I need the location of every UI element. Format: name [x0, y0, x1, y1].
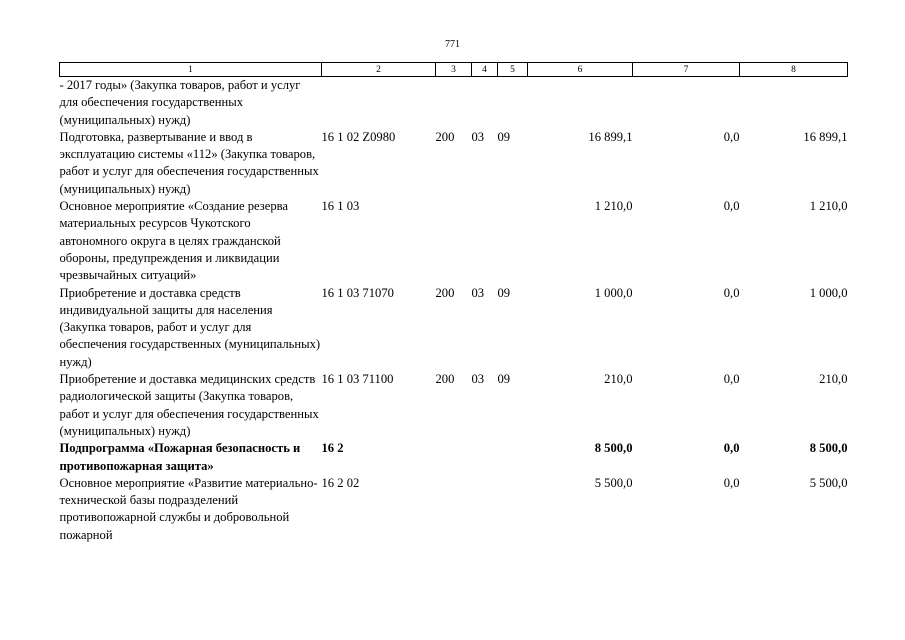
item-code: 16 2 — [321, 441, 344, 456]
subsection — [498, 475, 528, 544]
amount-col8: 5 500,0 — [809, 475, 848, 490]
table-row — [60, 440, 848, 475]
amount-col8: 16 899,1 — [803, 129, 848, 144]
amount-col8: 8 500,0 — [809, 441, 848, 456]
amount-col8: 210,0 — [819, 372, 848, 387]
item-code: 16 2 02 — [321, 475, 360, 490]
table-row — [60, 475, 848, 544]
amount-col6: 16 899,1 — [588, 129, 633, 144]
amount-col6: 1 000,0 — [594, 285, 633, 300]
amount-col8 — [740, 77, 848, 129]
section: 03 — [471, 129, 485, 144]
section: 03 — [471, 285, 485, 300]
section — [472, 440, 498, 475]
amount-col7: 0,0 — [723, 285, 740, 300]
amount-col6: 5 500,0 — [594, 475, 633, 490]
column-header-4: 4 — [472, 63, 498, 77]
item-code: 16 1 03 71070 — [321, 285, 394, 300]
expense-type: 200 — [435, 372, 455, 387]
subsection — [498, 77, 528, 129]
amount-col8: 1 210,0 — [809, 199, 848, 214]
item-code — [322, 77, 436, 129]
expense-type — [436, 77, 472, 129]
column-header-1: 1 — [60, 63, 322, 77]
section — [472, 475, 498, 544]
table-row — [60, 285, 848, 371]
subsection — [498, 198, 528, 284]
table-row — [60, 77, 848, 129]
column-header-2: 2 — [322, 63, 436, 77]
section — [472, 198, 498, 284]
item-name: Подготовка, развертывание и ввод в эксплуатацию системы «112» (Закупка товаров, работ и услуг для обеспечения государственных (муниципальных) нужд) — [59, 129, 319, 196]
column-number-header-row — [60, 63, 848, 77]
subsection: 09 — [497, 129, 511, 144]
table-row — [60, 129, 848, 198]
amount-col7: 0,0 — [723, 441, 740, 456]
section — [472, 77, 498, 129]
section: 03 — [471, 372, 485, 387]
amount-col7: 0,0 — [723, 129, 740, 144]
item-name: - 2017 годы» (Закупка товаров, работ и услуг для обеспечения государственных (муниципальных) нужд) — [59, 78, 301, 127]
amount-col6: 8 500,0 — [594, 441, 633, 456]
subsection — [498, 440, 528, 475]
budget-table — [59, 62, 848, 544]
column-header-8: 8 — [740, 63, 848, 77]
amount-col6: 210,0 — [604, 372, 633, 387]
amount-col8: 1 000,0 — [809, 285, 848, 300]
amount-col7: 0,0 — [723, 475, 740, 490]
subsection: 09 — [497, 285, 511, 300]
item-name: Приобретение и доставка медицинских средств радиологической защиты (Закупка товаров, работ и услуг для обеспечения государственных (муниципальных) нужд) — [59, 372, 319, 438]
expense-type — [436, 198, 472, 284]
page-number: 771 — [445, 39, 460, 50]
amount-col7 — [633, 77, 740, 129]
subsection: 09 — [497, 372, 511, 387]
item-name: Основное мероприятие «Создание резерва материальных ресурсов Чукотского автономного округа в целях гражданской обороны, предупреждения и ликвидации чрезвычайных ситуаций» — [59, 199, 289, 283]
expense-type: 200 — [435, 129, 455, 144]
amount-col6: 1 210,0 — [594, 199, 633, 214]
expense-type — [436, 440, 472, 475]
item-name: Основное мероприятие «Развитие материально-технической базы подразделений противопожарной службы и добровольной пожарной — [59, 475, 318, 542]
item-code: 16 1 02 Z0980 — [321, 129, 396, 144]
item-name: Приобретение и доставка средств индивидуальной защиты для населения (Закупка товаров, работ и услуг для обеспечения государственных (муниципальных) нужд) — [59, 285, 321, 369]
column-header-3: 3 — [436, 63, 472, 77]
amount-col7: 0,0 — [723, 372, 740, 387]
column-header-5: 5 — [498, 63, 528, 77]
column-header-7: 7 — [633, 63, 740, 77]
item-code: 16 1 03 71100 — [321, 372, 394, 387]
amount-col7: 0,0 — [723, 199, 740, 214]
column-header-6: 6 — [528, 63, 633, 77]
table-row — [60, 371, 848, 440]
item-code: 16 1 03 — [321, 199, 360, 214]
item-name: Подпрограмма «Пожарная безопасность и противопожарная защита» — [59, 441, 301, 473]
expense-type — [436, 475, 472, 544]
expense-type: 200 — [435, 285, 455, 300]
table-row — [60, 198, 848, 284]
amount-col6 — [528, 77, 633, 129]
